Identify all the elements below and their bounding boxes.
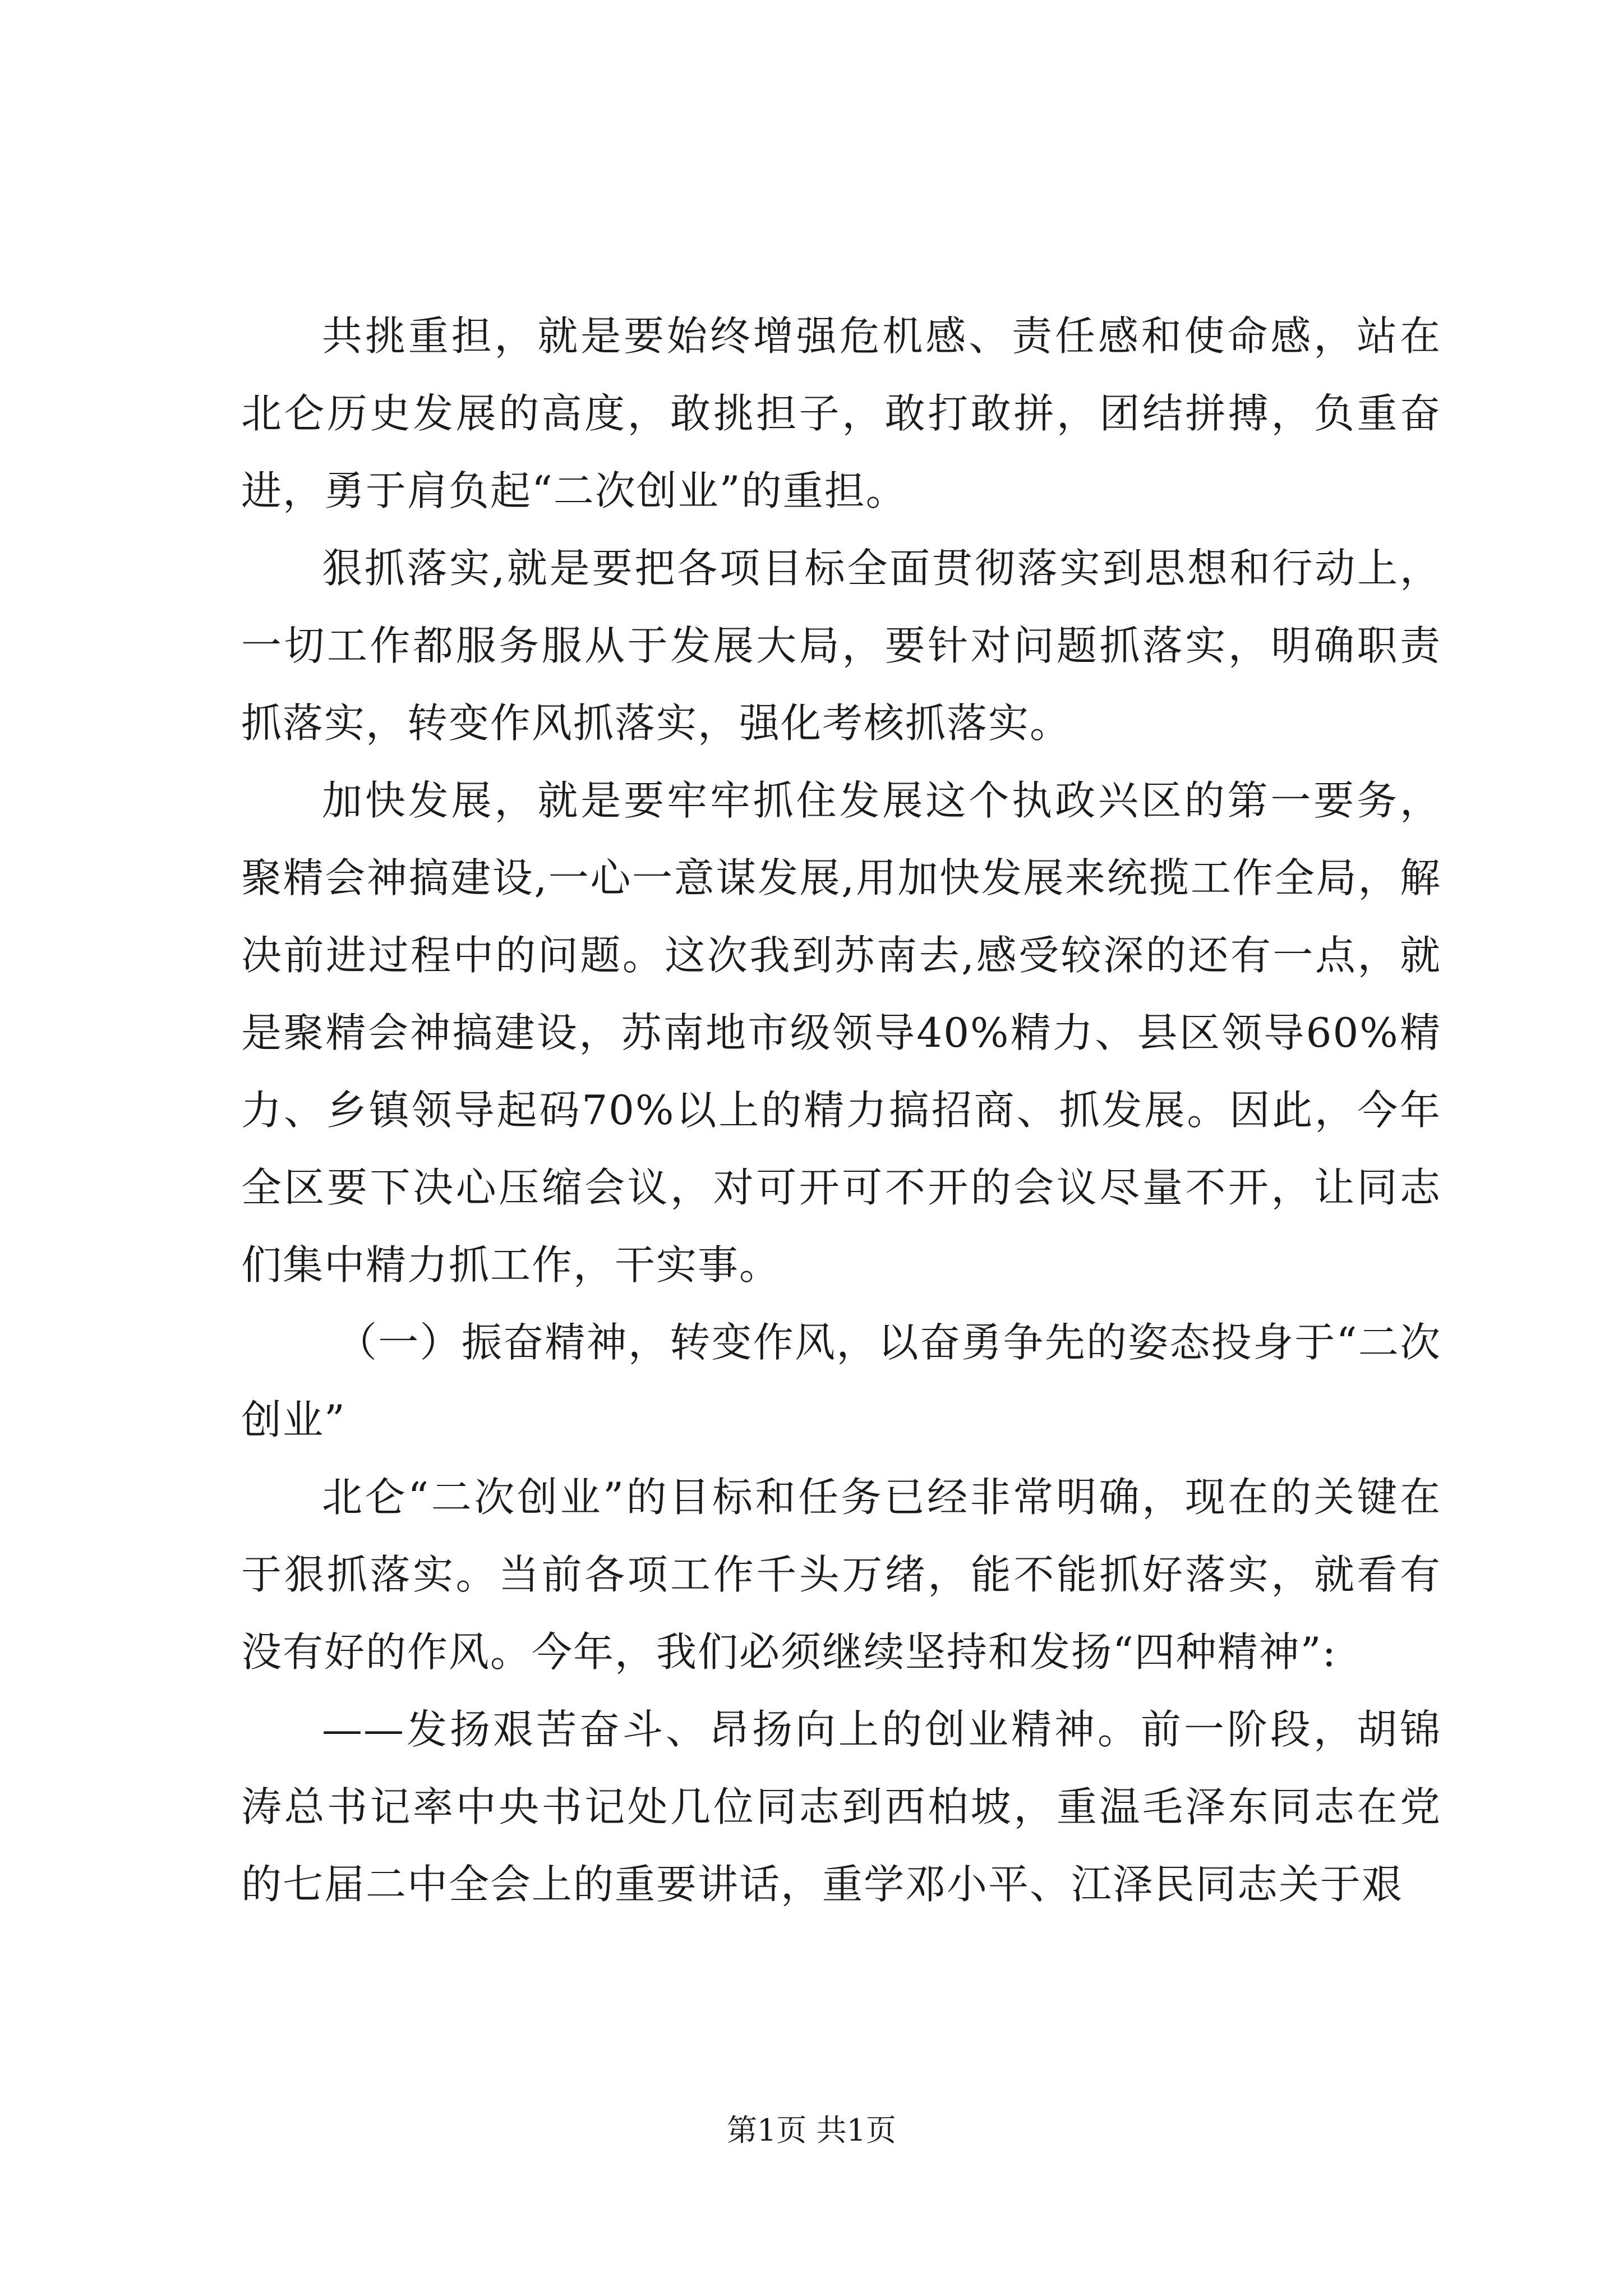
paragraph-shared-burden: 共挑重担，就是要始终增强危机感、责任感和使命感，站在北仑历史发展的高度，敢挑担子，敢打敢拼，团结拼搏，负重奋进，勇于肩负起“二次创业”的重担。 [241,312,1441,514]
paragraph-entrepreneurial-spirit: ——发扬艰苦奋斗、昂扬向上的创业精神。前一阶段，胡锦涛总书记率中央书记处几位同志到西柏坡，重温毛泽东同志在党的七届二中全会上的重要讲话，重学邓小平、江泽民同志关于艰 [241,1706,1441,1908]
paragraph-implementation: 狠抓落实,就是要把各项目标全面贯彻落实到思想和行动上，一切工作都服务服从于发展大局，要针对问题抓落实，明确职责抓落实，转变作风抓落实，强化考核抓落实。 [241,545,1441,747]
paragraph-accelerate-development: 加快发展，就是要牢牢抓住发展这个执政兴区的第一要务，聚精会神搞建设,一心一意谋发展,用加快发展来统揽工作全局，解决前进过程中的问题。这次我到苏南去,感受较深的还有一点，就是聚精会神搞建设，苏南地市级领导40%精力、县区领导60%精力、乡镇领导起码70%以上的精力搞招商、抓发展。因此，今年全区要下决心压缩会议，对可开可不开的会议尽量不开，让同志们集中精力抓工作，干实事。 [241,777,1441,1289]
section-heading-1: （一）振奋精神，转变作风，以奋勇争先的姿态投身于“二次创业” [241,1319,1441,1443]
document-body [241,297,1441,1923]
paragraph-beilun-goals: 北仑“二次创业”的目标和任务已经非常明确，现在的关键在于狠抓落实。当前各项工作千头万绪，能不能抓好落实，就看有没有好的作风。今年，我们必须继续坚持和发扬“四种精神”: [241,1474,1441,1676]
page-footer: 第1页 共1页 [727,2113,896,2148]
